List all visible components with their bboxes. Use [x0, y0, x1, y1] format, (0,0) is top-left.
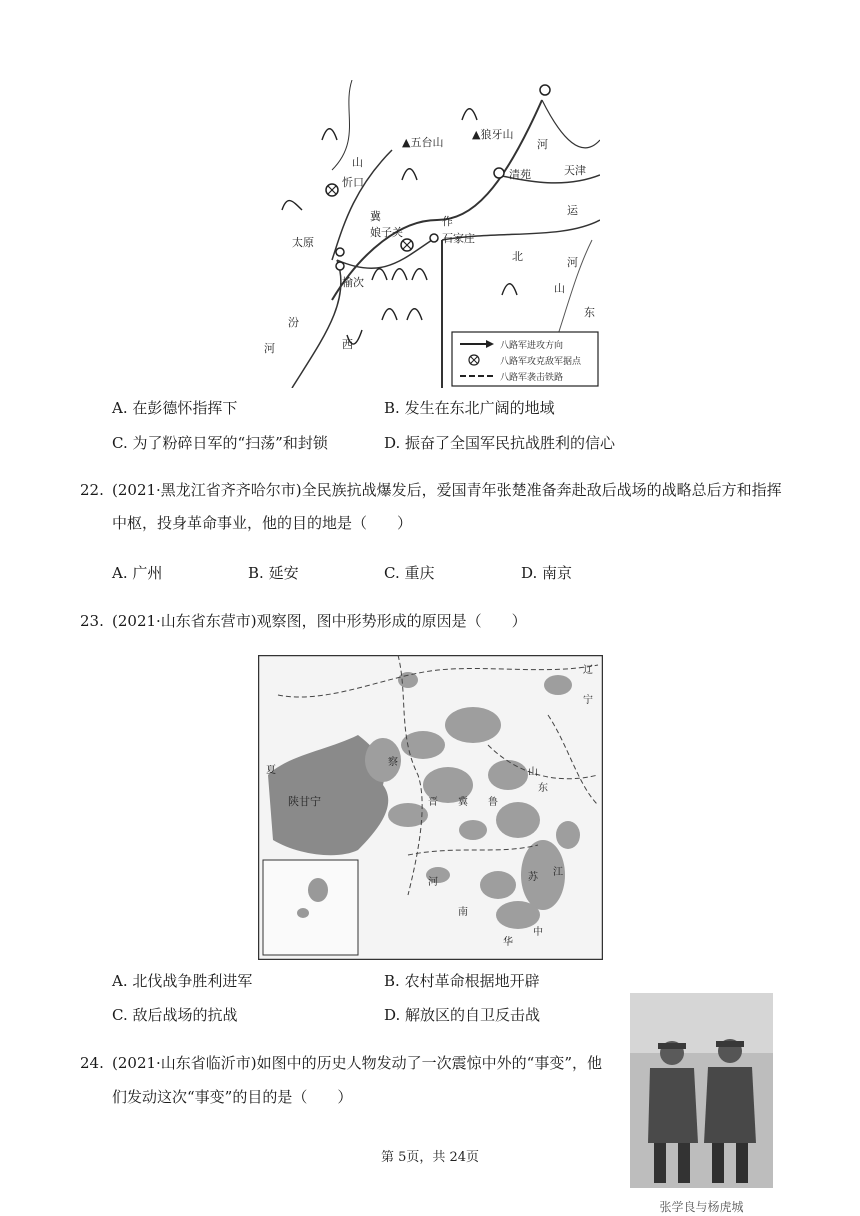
- map2-label: 陕甘宁: [288, 795, 321, 808]
- q22-stem-line1: (2021·黑龙江省齐齐哈尔市)全民族抗战爆发后，爱国青年张楚准备奔赴敌后战场的战略总后方和指挥: [112, 481, 782, 499]
- page-number: 第 5页，共 24页: [380, 1150, 480, 1165]
- base-areas-map: [258, 655, 603, 960]
- q23-option-c[interactable]: [112, 1004, 238, 1026]
- map2-label: 华: [503, 937, 513, 948]
- option-letter: A.: [112, 972, 128, 990]
- option-text: 延安: [268, 564, 299, 582]
- map1-label: 忻口: [342, 176, 364, 189]
- map1-label: 西: [342, 338, 353, 351]
- map1-label: 东: [584, 306, 595, 319]
- q23-stem: (2021·山东省东营市)观察图，图中形势形成的原因是（ ）: [112, 612, 527, 630]
- option-letter: C.: [112, 1006, 128, 1024]
- hundred-regiments-map: [262, 80, 600, 388]
- q22-option-a[interactable]: [112, 562, 162, 584]
- map1-label: 石家庄: [442, 232, 475, 245]
- map1-label: 河: [567, 256, 578, 269]
- map2-label: 河: [428, 877, 438, 888]
- q23-option-b[interactable]: [384, 970, 540, 992]
- q23-number: 23.: [80, 612, 104, 630]
- map2-label: 中: [533, 927, 543, 938]
- option-letter: C.: [384, 564, 400, 582]
- q21-option-c[interactable]: [112, 432, 328, 454]
- map2-label: 察: [388, 757, 398, 768]
- map1-legend-item: 八路军进攻方向: [500, 341, 564, 351]
- map2-label: 江: [553, 867, 563, 878]
- map2-label: 鲁: [488, 797, 498, 808]
- map1-label: 山: [352, 156, 363, 169]
- map2-label: 南: [458, 907, 468, 918]
- option-text: 敌后战场的抗战: [132, 1006, 238, 1024]
- map1-label: 汾: [288, 316, 299, 329]
- map2-label: 山: [528, 767, 538, 778]
- q22-stem-line2: 中枢，投身革命事业，他的目的地是（ ）: [112, 514, 413, 532]
- option-text: 振奋了全国军民抗战胜利的信心: [405, 434, 616, 452]
- map1-label: 山: [554, 282, 565, 295]
- option-text: 北伐战争胜利进军: [132, 972, 253, 990]
- q22-number: 22.: [80, 481, 104, 499]
- map1-label: 作: [442, 215, 453, 228]
- option-letter: D.: [384, 434, 401, 452]
- option-letter: D.: [521, 564, 538, 582]
- map1-label: 天津: [564, 164, 586, 177]
- map1-label: 太原: [292, 236, 314, 249]
- option-letter: D.: [384, 1006, 401, 1024]
- map2-label: 辽: [583, 665, 593, 676]
- map1-label: 榆次: [342, 276, 364, 289]
- map1-label: 河: [264, 342, 275, 355]
- map2-label: 冀: [458, 797, 468, 808]
- map1-label: 清苑: [509, 168, 531, 181]
- map2-label: 苏: [528, 872, 538, 883]
- map1-label: 运: [567, 204, 578, 217]
- option-text: 发生在东北广阔的地域: [404, 399, 555, 417]
- option-letter: B.: [384, 399, 400, 417]
- map1-legend-item: 八路军袭击铁路: [500, 373, 564, 383]
- map2-label: 晋: [428, 797, 438, 808]
- option-letter: A.: [112, 564, 128, 582]
- option-letter: B.: [248, 564, 264, 582]
- map1-label: 北: [512, 250, 523, 263]
- q21-option-b[interactable]: [384, 397, 555, 419]
- option-letter: A.: [112, 399, 128, 417]
- q23-option-a[interactable]: [112, 970, 252, 992]
- option-text: 解放区的自卫反击战: [405, 1006, 541, 1024]
- q24-stem-line1: (2021·山东省临沂市)如图中的历史人物发动了一次震惊中外的“事变”，他: [112, 1054, 602, 1072]
- q21-option-a[interactable]: [112, 397, 237, 419]
- option-text: 广州: [132, 564, 163, 582]
- option-letter: C.: [112, 434, 128, 452]
- map2-label: 宁: [583, 695, 593, 706]
- map1-label: ▲五台山: [402, 136, 444, 149]
- q21-option-d[interactable]: [384, 432, 615, 454]
- map1-label: 冀: [370, 210, 381, 223]
- q22-option-c[interactable]: [384, 562, 435, 584]
- map1-label: 河: [537, 138, 548, 151]
- map2-label: 夏: [266, 765, 276, 776]
- map1-svg: [262, 80, 600, 388]
- map2-label: 东: [538, 783, 548, 794]
- q23-option-d[interactable]: [384, 1004, 540, 1026]
- q24-number: 24.: [80, 1054, 104, 1072]
- map1-label: 娘子关: [370, 226, 403, 239]
- photo-caption: 张学良与杨虎城: [659, 1200, 744, 1214]
- option-text: 重庆: [404, 564, 435, 582]
- map2-svg: [258, 655, 603, 960]
- option-text: 在彭德怀指挥下: [132, 399, 238, 417]
- option-text: 为了粉碎日军的“扫荡”和封锁: [132, 434, 328, 452]
- map1-label: ▲狼牙山: [472, 128, 514, 141]
- q22-option-d[interactable]: [521, 562, 572, 584]
- q22-option-b[interactable]: [248, 562, 299, 584]
- map1-legend-item: 八路军攻克敌军据点: [500, 357, 582, 367]
- option-text: 农村革命根据地开辟: [404, 972, 540, 990]
- q24-stem-line2: 们发动这次“事变”的目的是（ ）: [112, 1088, 353, 1106]
- option-letter: B.: [384, 972, 400, 990]
- option-text: 南京: [542, 564, 573, 582]
